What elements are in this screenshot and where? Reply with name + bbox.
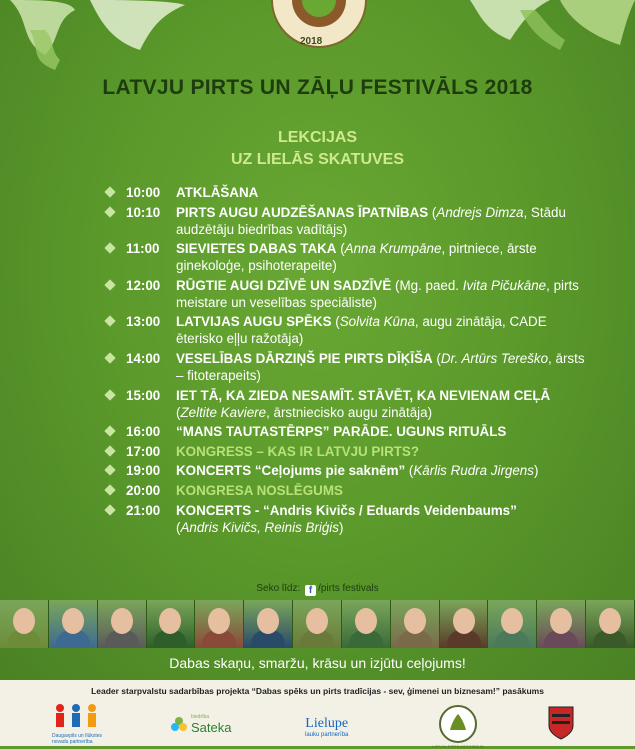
schedule-time: 20:00 bbox=[126, 482, 161, 498]
schedule-time: 15:00 bbox=[126, 387, 161, 403]
sateka-logo bbox=[170, 714, 231, 735]
tagline: Dabas skaņu, smaržu, krāsu un izjūtu ceļojums! bbox=[169, 655, 466, 671]
festival-badge-logo bbox=[264, 0, 374, 58]
diamond-bullet-icon bbox=[104, 186, 115, 197]
coat-of-arms-icon bbox=[548, 706, 574, 740]
schedule-role: Stādu audzētāju biedrības vadītājs bbox=[176, 204, 566, 237]
sateka-small-text: biedrība bbox=[191, 714, 210, 720]
schedule-speaker: Dr. Artūrs Tereško bbox=[440, 350, 549, 366]
diamond-bullet-icon bbox=[104, 484, 115, 495]
schedule-title: PIRTS AUGU AUDZĒŠANAS ĪPATNĪBAS bbox=[176, 204, 429, 220]
diamond-bullet-icon bbox=[104, 316, 115, 327]
face-shape bbox=[13, 608, 35, 634]
schedule-row: 11:00 SIEVIETES DABAS TAKA (Anna Krumpāne, pirtniece, ārste ginekoloģe, psihoterapeite) bbox=[105, 240, 585, 274]
schedule-row: 14:00 VESELĪBAS DĀRZIŅŠ PIE PIRTS DĪĶĪŠA (Dr. Artūrs Tereško, ārsts – fitoterapeits) bbox=[105, 350, 585, 384]
schedule-role: ārstniecisko augu zinātāja bbox=[273, 404, 428, 420]
speaker-photo bbox=[440, 600, 489, 648]
schedule-prefix: Mg. paed. bbox=[399, 277, 460, 293]
diamond-bullet-icon bbox=[104, 445, 115, 456]
sponsor-footer bbox=[0, 680, 635, 749]
schedule-speaker: Andrejs Dimza bbox=[436, 204, 524, 220]
face-shape bbox=[453, 608, 475, 634]
schedule-speaker: Anna Krumpāne bbox=[344, 241, 442, 257]
social-follow bbox=[0, 583, 635, 596]
association-text: LATVJU PIRTS ASOCIĀCIJA bbox=[431, 744, 485, 749]
schedule-speaker: Kārlis Rudra Jirgens bbox=[413, 463, 534, 479]
diamond-bullet-icon bbox=[104, 465, 115, 476]
speaker-photo bbox=[391, 600, 440, 648]
facebook-icon: f bbox=[305, 585, 316, 596]
schedule-row bbox=[105, 423, 585, 440]
logo1-text: Daugavpils un Ilūkstes novadu partnerība bbox=[52, 733, 103, 745]
speaker-photo bbox=[147, 600, 196, 648]
diamond-bullet-icon bbox=[104, 504, 115, 515]
face-shape bbox=[62, 608, 84, 634]
schedule-row-highlight bbox=[105, 482, 585, 499]
schedule-time: 11:00 bbox=[126, 241, 160, 257]
diamond-bullet-icon bbox=[104, 206, 115, 217]
schedule-role: pirtniece, ārste ginekoloģe, psihoterapeite bbox=[176, 241, 537, 274]
section-heading-lectures: LEKCIJAS bbox=[277, 129, 358, 146]
pirts-association-logo bbox=[431, 704, 485, 749]
schedule-time: 13:00 bbox=[126, 314, 161, 330]
schedule-row-highlight bbox=[105, 443, 585, 460]
leader-project-text: Leader starpvalstu sadarbības projekta “Dabas spēks un pirts tradīcijas - sev, ģimenei un biznesam!” pasākums bbox=[91, 686, 544, 696]
schedule-role: ārsts – fitoterapeits bbox=[176, 350, 585, 383]
diamond-bullet-icon bbox=[104, 425, 115, 436]
schedule-speaker: Solvita Kūna bbox=[339, 314, 415, 330]
schedule-title: RŪGTIE AUGI DZĪVĒ UN SADZĪVĒ bbox=[176, 277, 392, 293]
lielupe-text: Lielupe bbox=[305, 716, 349, 731]
follow-handle: /pirts festivals bbox=[318, 583, 379, 594]
face-shape bbox=[599, 608, 621, 634]
schedule-title: SIEVIETES DABAS TAKA bbox=[176, 241, 337, 257]
lielupe-sub-text: lauku partnerība bbox=[305, 732, 349, 738]
schedule-row: 19:00 KONCERTS “Ceļojums pie saknēm” (Kārlis Rudra Jirgens) bbox=[105, 462, 585, 479]
schedule-row: 13:00 LATVIJAS AUGU SPĒKS (Solvita Kūna, augu zinātāja, CADE ēterisko eļļu ražotāja) bbox=[105, 313, 585, 347]
schedule-speaker: Ivita Pičukāne bbox=[462, 277, 547, 293]
schedule-time: 12:00 bbox=[126, 277, 161, 293]
coat-of-arms-logo bbox=[548, 706, 574, 745]
diamond-bullet-icon bbox=[104, 279, 115, 290]
face-shape bbox=[306, 608, 328, 634]
badge-year: 2018 bbox=[300, 36, 323, 47]
diamond-bullet-icon bbox=[104, 243, 115, 254]
follow-prefix: Seko līdz: bbox=[256, 583, 301, 594]
lielupe-logo bbox=[305, 716, 348, 738]
schedule-role: pirts meistare un veselības speciāliste bbox=[176, 277, 579, 310]
oak-leaves-left-decoration bbox=[0, 0, 200, 70]
oak-leaves-right-decoration bbox=[450, 0, 635, 60]
schedule-row: 15:00 IET TĀ, KA ZIEDA NESAMĪT. STĀVĒT, KA NEVIENAM CEĻĀ (Zeltite Kaviere, ārstniecisko augu zinātāja) bbox=[105, 387, 585, 421]
schedule-role: augu zinātāja, CADE ēterisko eļļu ražotāja bbox=[176, 314, 547, 347]
association-seal-icon bbox=[438, 704, 478, 744]
diamond-bullet-icon bbox=[104, 389, 115, 400]
speaker-photo bbox=[49, 600, 98, 648]
poster-title: LATVJU PIRTS UN ZĀĻU FESTIVĀLS 2018 bbox=[102, 76, 533, 99]
sateka-flower-icon bbox=[170, 716, 188, 734]
face-shape bbox=[355, 608, 377, 634]
speaker-photo bbox=[293, 600, 342, 648]
schedule-title: LATVIJAS AUGU SPĒKS bbox=[176, 314, 332, 330]
speaker-photo bbox=[537, 600, 586, 648]
speaker-photo-strip bbox=[0, 600, 635, 648]
schedule-time: 21:00 bbox=[126, 502, 161, 518]
people-figures-icon bbox=[52, 702, 100, 728]
schedule-time: 10:00 bbox=[126, 185, 161, 200]
speaker-photo bbox=[244, 600, 293, 648]
schedule-time: 10:10 bbox=[126, 204, 161, 220]
section-subheading-main-stage: UZ LIELĀS SKATUVES bbox=[230, 151, 405, 168]
speaker-photo bbox=[488, 600, 537, 648]
schedule-speaker: Andris Kivičs, Reinis Briģis bbox=[180, 519, 339, 535]
schedule-time: 17:00 bbox=[126, 443, 161, 459]
schedule-title: KONGRESA NOSLĒGUMS bbox=[176, 482, 343, 498]
schedule-row bbox=[105, 184, 585, 201]
sateka-text: Sateka bbox=[191, 720, 232, 735]
schedule-time: 16:00 bbox=[126, 424, 161, 440]
face-shape bbox=[111, 608, 133, 634]
schedule-title: IET TĀ, KA ZIEDA NESAMĪT. STĀVĒT, KA NEVIENAM CEĻĀ bbox=[176, 387, 551, 403]
schedule-title: ATKLĀŠANA bbox=[176, 185, 259, 200]
speaker-photo bbox=[586, 600, 635, 648]
face-shape bbox=[404, 608, 426, 634]
schedule-title: “MANS TAUTASTĒRPS” PARĀDE. UGUNS RITUĀLS bbox=[176, 424, 507, 440]
schedule-speaker: Zeltite Kaviere bbox=[180, 404, 267, 420]
speaker-photo bbox=[98, 600, 147, 648]
schedule-list bbox=[105, 184, 585, 538]
speaker-photo bbox=[0, 600, 49, 648]
speaker-photo bbox=[195, 600, 244, 648]
schedule-title: KONGRESS – KAS IR LATVJU PIRTS? bbox=[176, 443, 420, 459]
schedule-title: VESELĪBAS DĀRZIŅŠ PIE PIRTS DĪĶĪŠA bbox=[176, 350, 433, 366]
schedule-row: 10:10 PIRTS AUGU AUDZĒŠANAS ĪPATNĪBAS (Andrejs Dimza, Stādu audzētāju biedrības vadītājs) bbox=[105, 204, 585, 238]
schedule-time: 14:00 bbox=[126, 350, 161, 366]
daugavpils-partnership-logo bbox=[52, 702, 112, 745]
face-shape bbox=[257, 608, 279, 634]
schedule-row: 12:00 RŪGTIE AUGI DZĪVĒ UN SADZĪVĒ (Mg. paed. Ivita Pičukāne, pirts meistare un veselības speciāliste) bbox=[105, 277, 585, 311]
diamond-bullet-icon bbox=[104, 352, 115, 363]
schedule-title: KONCERTS “Ceļojums pie saknēm” bbox=[176, 463, 406, 479]
schedule-row: 21:00 KONCERTS - “Andris Kivičs / Eduards Veidenbaums” (Andris Kivičs, Reinis Briģis) bbox=[105, 502, 585, 536]
schedule-title: KONCERTS - “Andris Kivičs / Eduards Veidenbaums” bbox=[176, 502, 517, 518]
speaker-photo bbox=[342, 600, 391, 648]
schedule-time: 19:00 bbox=[126, 463, 161, 479]
